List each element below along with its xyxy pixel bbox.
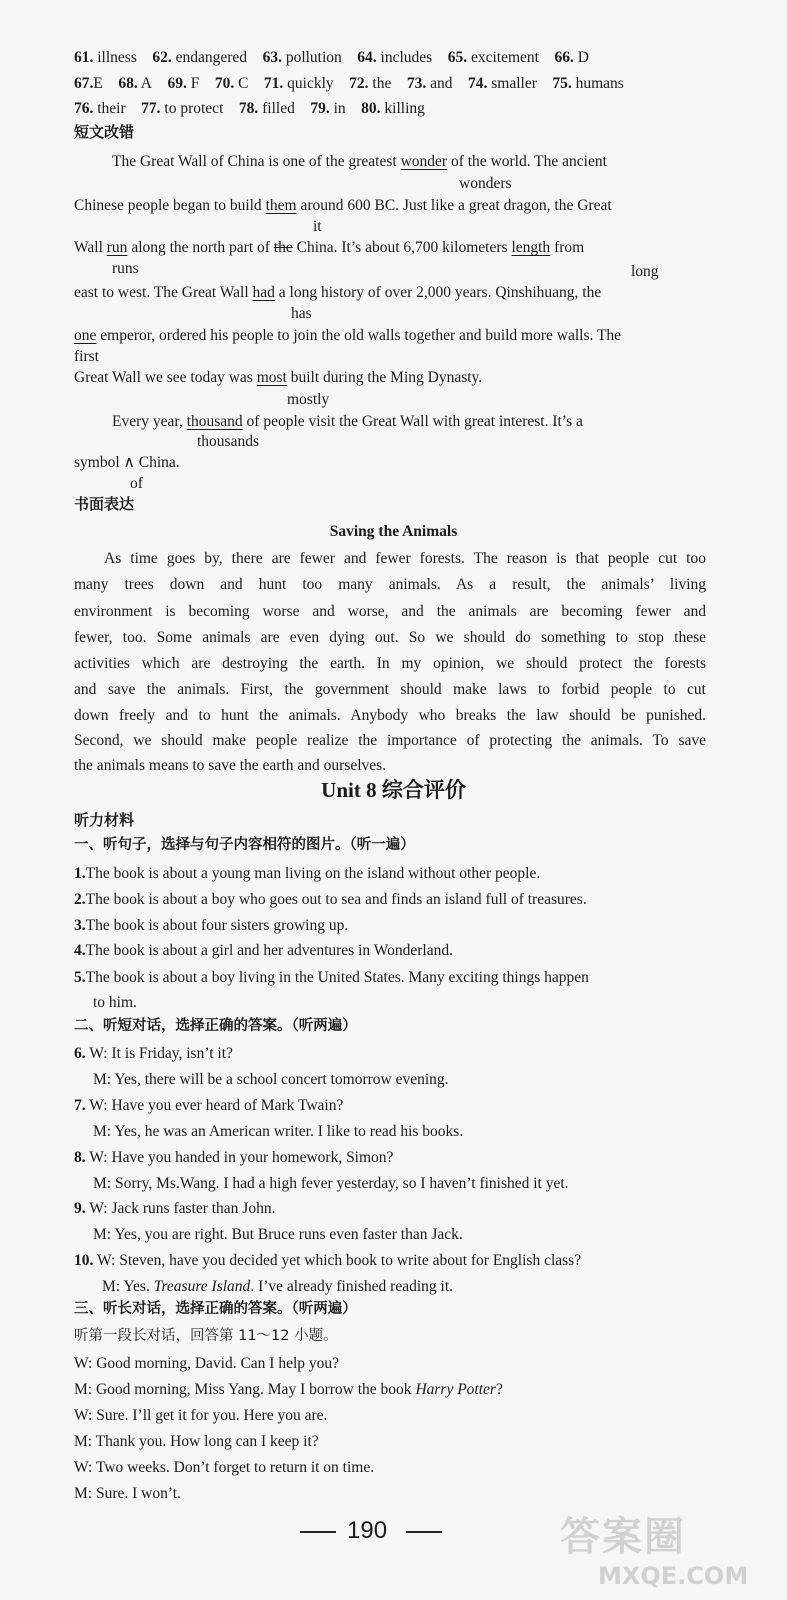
listening-sentence: 5.The book is about a boy living in the United States. Many exciting things happen <box>74 969 589 986</box>
correction-line-7: Every year, thousand of people visit the Great Wall with great interest. It’s a <box>112 413 583 430</box>
watermark-logo: 答案圈 <box>560 1514 686 1560</box>
dialog-line: W: Good morning, David. Can I help you? <box>74 1355 340 1372</box>
correction-line-3: Wall run along the north part of the China. It’s about 6,700 kilometers length from <box>74 239 585 256</box>
error-word: run <box>106 239 128 256</box>
dialog-line: 8. W: Have you handed in your homework, Simon? <box>74 1149 394 1166</box>
page-number: 190 <box>347 1517 388 1544</box>
answer-row-1: 61. illness 62. endangered 63. pollution 64. includes 65. excitement 66. D <box>74 49 589 66</box>
error-word: one <box>74 327 97 344</box>
dialog-line: M: Thank you. How long can I keep it? <box>74 1433 319 1450</box>
dialog-line: M: Yes. Treasure Island. I’ve already finished reading it. <box>102 1278 454 1295</box>
listening-sentence-cont: to him. <box>93 994 137 1011</box>
essay-line: many trees down and hunt too many animals. As a result, the animals’ living <box>74 576 706 593</box>
unit-title: Unit 8 综合评价 <box>321 778 466 802</box>
correction-line-2: Chinese people began to build them around 600 BC. Just like a great dragon, the Great <box>74 197 612 214</box>
correction-line-4: east to west. The Great Wall had a long history of over 2,000 years. Qinshihuang, the <box>74 284 602 301</box>
correction-line-1: The Great Wall of China is one of the greatest wonder of the world. The ancient <box>112 153 607 170</box>
listening-part-2-heading: 二、听短对话，选择正确的答案。（听两遍） <box>74 1018 357 1034</box>
dialog-line: W: Two weeks. Don’t forget to return it on time. <box>74 1459 375 1476</box>
dialog-line: 6. W: It is Friday, isn’t it? <box>74 1045 233 1062</box>
correction-answer: thousands <box>197 433 259 450</box>
correction-answer: has <box>291 305 312 322</box>
essay-line: environment is becoming worse and worse, and the animals are becoming fewer and <box>74 603 706 620</box>
correction-answer: of <box>130 475 143 492</box>
correction-answer: wonders <box>459 175 512 192</box>
footer-rule-right <box>406 1531 442 1533</box>
listening-part-3-subheading: 听第一段长对话，回答第 11～12 小题。 <box>74 1328 338 1344</box>
dialog-line: M: Sorry, Ms.Wang. I had a high fever yesterday, so I haven’t finished it yet. <box>93 1175 569 1192</box>
listening-sentence: 3.The book is about four sisters growing up. <box>74 917 349 934</box>
dialog-line: 10. W: Steven, have you decided yet which book to write about for English class? <box>74 1252 582 1269</box>
error-word: most <box>256 369 287 386</box>
listening-sentence: 2.The book is about a boy who goes out to sea and finds an island full of treasures. <box>74 891 587 908</box>
section-heading-correction: 短文改错 <box>74 123 135 141</box>
error-word: had <box>252 284 275 301</box>
deleted-word: the <box>273 239 293 256</box>
correction-answer: first <box>74 348 99 365</box>
error-word: thousand <box>186 413 243 430</box>
essay-line: and save the animals. First, the government should make laws to forbid people to cut <box>74 681 706 698</box>
listening-sentence: 1.The book is about a young man living on the island without other people. <box>74 865 541 882</box>
dialog-line: M: Yes, there will be a school concert tomorrow evening. <box>93 1071 449 1088</box>
answer-row-3: 76. their 77. to protect 78. filled 79. in 80. killing <box>74 100 425 117</box>
dialog-line: W: Sure. I’ll get it for you. Here you are. <box>74 1407 328 1424</box>
error-word: length <box>511 239 551 256</box>
insert-caret: ∧ <box>123 454 135 471</box>
section-heading-listening: 听力材料 <box>74 811 135 829</box>
error-word: wonder <box>400 153 448 170</box>
correction-line-8: symbol ∧ China. <box>74 454 180 471</box>
correction-answer: mostly <box>287 391 330 408</box>
essay-line: As time goes by, there are fewer and fewer forests. The reason is that people cut too <box>104 550 706 567</box>
dialog-line: M: Good morning, Miss Yang. May I borrow the book Harry Potter? <box>74 1381 503 1398</box>
essay-title: Saving the Animals <box>329 523 458 540</box>
listening-part-3-heading: 三、听长对话，选择正确的答案。（听两遍） <box>74 1301 357 1317</box>
dialog-line: M: Yes, you are right. But Bruce runs even faster than Jack. <box>93 1226 463 1243</box>
listening-part-1-heading: 一、听句子，选择与句子内容相符的图片。（听一遍） <box>74 837 415 853</box>
listening-sentence: 4.The book is about a girl and her adventures in Wonderland. <box>74 942 453 959</box>
correction-line-6: Great Wall we see today was most built during the Ming Dynasty. <box>74 369 483 386</box>
section-heading-writing: 书面表达 <box>74 495 135 513</box>
footer-rule-left <box>300 1531 336 1533</box>
correction-answer: runs <box>112 260 139 277</box>
dialog-line: M: Yes, he was an American writer. I like to read his books. <box>93 1123 464 1140</box>
essay-line: the animals means to save the earth and ourselves. <box>74 757 387 774</box>
essay-line: activities which are destroying the earth. In my opinion, we should protect the forests <box>74 655 706 672</box>
essay-line: fewer, too. Some animals are even dying out. So we should do something to stop these <box>74 629 706 646</box>
watermark-url: MXQE.COM <box>598 1562 749 1590</box>
essay-line: down freely and to hunt the animals. Anybody who breaks the law should be punished. <box>74 707 706 724</box>
correction-line-5: one emperor, ordered his people to join the old walls together and build more walls. The <box>74 327 622 344</box>
dialog-line: 9. W: Jack runs faster than John. <box>74 1200 276 1217</box>
answer-row-2: 67.E 68. A 69. F 70. C 71. quickly 72. the 73. and 74. smaller 75. humans <box>74 75 624 92</box>
correction-answer: long <box>631 263 659 280</box>
correction-answer: it <box>313 218 322 235</box>
essay-line: Second, we should make people realize the importance of protecting the animals. To save <box>74 732 706 749</box>
dialog-line: 7. W: Have you ever heard of Mark Twain? <box>74 1097 344 1114</box>
dialog-line: M: Sure. I won’t. <box>74 1485 181 1502</box>
error-word: them <box>265 197 297 214</box>
